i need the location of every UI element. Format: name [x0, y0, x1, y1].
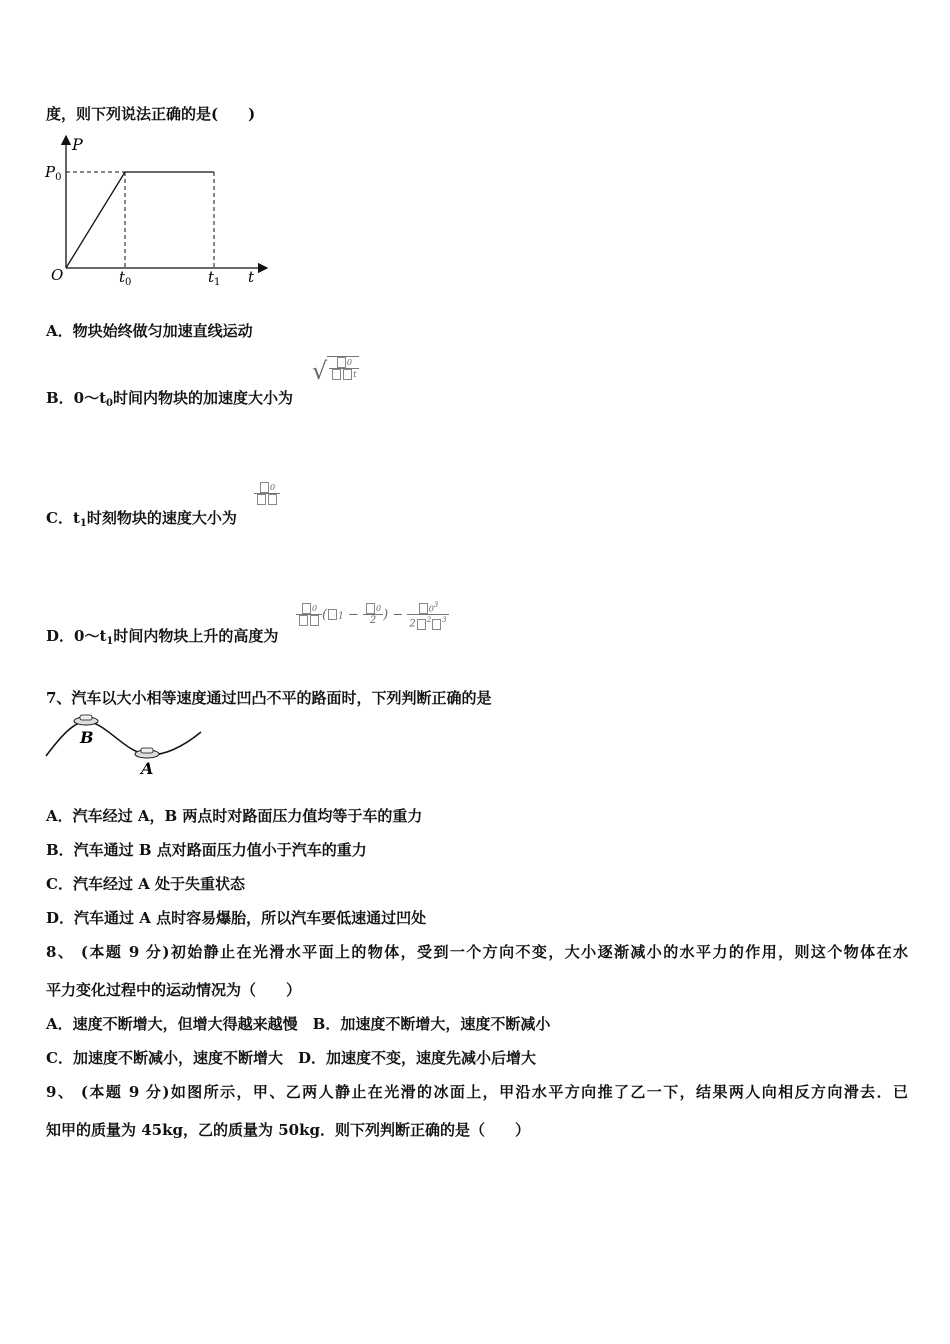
formula-d: 0 ( 1 − $\frac{0}{2}$ ) − $\frac{0^3}{2 ^2 ^3}$: [296, 600, 449, 630]
car-a-icon: [135, 748, 159, 758]
t1-label: $t_1$: [208, 268, 221, 288]
power-time-graph: [42, 130, 272, 290]
q9-stem-line2: 知甲的质量为 45kg，乙的质量为 50kg．则下列判断正确的是（ ）: [46, 1121, 530, 1139]
label-b: B: [80, 728, 94, 747]
q8-options-ab: A．速度不断增大，但增大得越来越慢 B．加速度不断增大，速度不断减小: [46, 1015, 551, 1033]
x-axis-label: t: [248, 268, 255, 286]
t0-label: $t_0$: [119, 268, 132, 288]
p0-label: $P_0$: [45, 163, 62, 183]
q7-option-a: A．汽车经过 A，B 两点时对路面压力值均等于车的重力: [46, 807, 423, 825]
q6-option-a: A．物块始终做匀加速直线运动: [46, 322, 253, 340]
q6-option-d: D．$0\sim t_1$时间内物块上升的高度为: [46, 627, 279, 647]
q8-stem-line1: 8、 (本题 9 分)初始静止在光滑水平面上的物体，受到一个方向不变，大小逐渐减小的水平力的作用，则这个物体在水: [46, 943, 908, 961]
q7-stem: 7、汽车以大小相等速度通过凹凸不平的路面时，下列判断正确的是: [46, 689, 492, 707]
q7-option-b: B．汽车通过 B 点对路面压力值小于汽车的重力: [46, 841, 367, 859]
q6-option-c: C．$t_1$时刻物块的速度大小为: [46, 509, 237, 529]
formula-b: √ $\frac{0}{t}$: [312, 357, 357, 385]
label-a: A: [141, 759, 154, 778]
origin-label: O: [51, 266, 64, 284]
road-figure: [44, 712, 206, 778]
q7-option-d: D．汽车通过 A 点时容易爆胎，所以汽车要低速通过凹处: [46, 909, 427, 927]
ramp-line: [66, 172, 125, 268]
question-intro: 度，则下列说法正确的是( ): [46, 105, 256, 123]
q8-options-cd: C．加速度不断减小，速度不断增大 D．加速度不变，速度先减小后增大: [46, 1049, 536, 1067]
q8-stem-line2: 平力变化过程中的运动情况为（ ）: [46, 981, 302, 999]
q9-stem-line1: 9、 (本题 9 分)如图所示，甲、乙两人静止在光滑的冰面上，甲沿水平方向推了乙一下，结果两人向相反方向滑去．已: [46, 1083, 908, 1101]
y-axis-label: P: [72, 135, 83, 154]
q6-option-b: B．$0\sim t_0$时间内物块的加速度大小为: [46, 389, 294, 409]
road-curve: [46, 722, 201, 756]
car-b-icon: [74, 715, 98, 725]
q7-option-c: C．汽车经过 A 处于失重状态: [46, 875, 246, 893]
formula-c: 0: [254, 482, 280, 505]
